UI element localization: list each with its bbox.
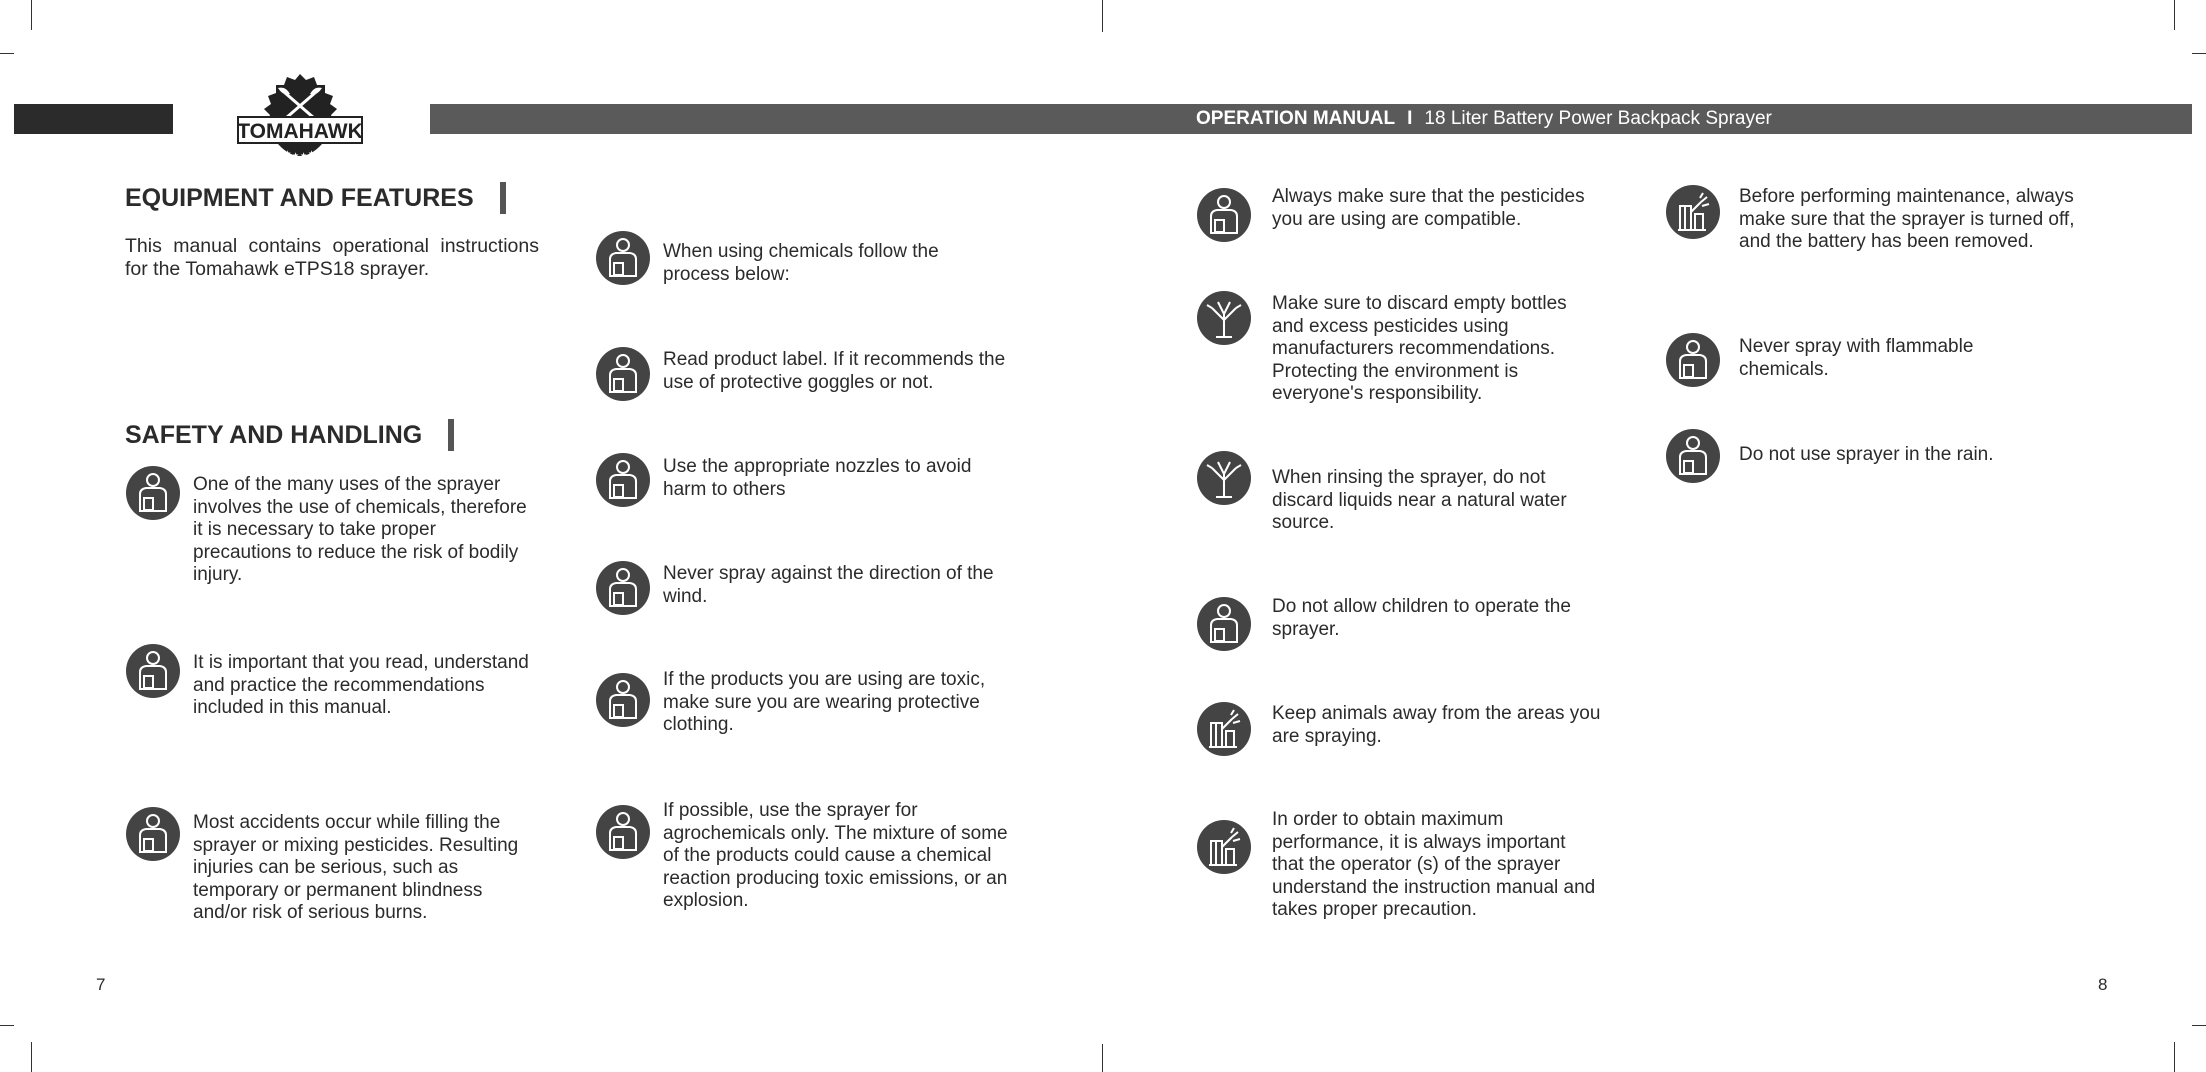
crop-mark: [2192, 1025, 2206, 1026]
person-icon: [595, 230, 651, 286]
heading-safety-text: SAFETY AND HANDLING: [125, 420, 423, 449]
heading-equipment: [125, 182, 506, 214]
sprayer-icon: [1196, 701, 1252, 757]
header-bar-left: [14, 104, 173, 134]
item-text: Do not use sprayer in the rain.: [1739, 444, 1994, 465]
item-text: Before performing maintenance, always make sure that the sprayer is turned off, and the battery has been removed.: [1739, 186, 2075, 252]
item-text: If the products you are using are toxic, make sure you are wearing protective clothing.: [663, 669, 986, 735]
svg-text:★: ★: [300, 151, 308, 160]
page-number-left: 7: [96, 975, 106, 994]
crop-mark: [2174, 1042, 2175, 1072]
crop-mark: [31, 0, 32, 30]
item-text: In order to obtain maximum performance, it is always important that the operator (s) of the sprayer understand the instruction manual and takes proper precaution.: [1272, 809, 1596, 920]
product-name: 18 Liter Battery Power Backpack Sprayer: [1424, 108, 1772, 129]
crop-mark: [1102, 1044, 1103, 1072]
item-text: Keep animals away from the areas you are spraying.: [1272, 703, 1601, 747]
intro-paragraph: This manual contains operational instructions for the Tomahawk eTPS18 sprayer.: [125, 235, 539, 280]
brand-logo: [234, 72, 366, 172]
item-text: Do not allow children to operate the sprayer.: [1272, 596, 1571, 640]
person-icon: [125, 643, 181, 699]
person-icon: [125, 465, 181, 521]
item-text: Always make sure that the pesticides you are using are compatible.: [1272, 186, 1585, 230]
person-icon: [1196, 187, 1252, 243]
crop-mark: [0, 53, 14, 54]
heading-rule: [500, 182, 506, 214]
logo-text: TOMAHAWK: [237, 120, 363, 143]
page-number-right: 8: [2098, 975, 2108, 994]
heading-rule: [448, 419, 454, 451]
item-text: Never spray with flammable chemicals.: [1739, 336, 1974, 380]
person-icon: [595, 804, 651, 860]
person-icon: [1665, 332, 1721, 388]
person-icon: [125, 806, 181, 862]
person-icon: [1196, 596, 1252, 652]
svg-text:★: ★: [292, 151, 300, 160]
header-title: [1196, 104, 1772, 134]
crop-mark: [1102, 0, 1103, 32]
item-text: Never spray against the direction of the wind.: [663, 563, 994, 607]
svg-text:★: ★: [284, 149, 292, 158]
header-separator: I: [1407, 108, 1413, 129]
person-icon: [1665, 428, 1721, 484]
crop-mark: [2174, 0, 2175, 30]
manual-label: OPERATION MANUAL: [1196, 108, 1396, 129]
item-text: Use the appropriate nozzles to avoid harm to others: [663, 456, 972, 500]
item-text: It is important that you read, understand and practice the recommendations included in this manual.: [193, 652, 529, 718]
person-icon: [595, 672, 651, 728]
svg-text:★: ★: [308, 149, 316, 158]
item-text: Read product label. If it recommends the use of protective goggles or not.: [663, 349, 1006, 393]
heading-equipment-text: EQUIPMENT AND FEATURES: [125, 183, 474, 212]
crop-mark: [2192, 53, 2206, 54]
person-icon: [595, 452, 651, 508]
crop-mark: [31, 1042, 32, 1072]
crop-mark: [0, 1025, 14, 1026]
sprayer-icon: [1665, 184, 1721, 240]
sprayer-icon: [1196, 819, 1252, 875]
item-text: If possible, use the sprayer for agrochemicals only. The mixture of some of the products could cause a chemical reaction producing toxic emissions, or an explosion.: [663, 800, 1008, 911]
heading-safety: [125, 419, 454, 451]
item-text: Make sure to discard empty bottles and excess pesticides using manufacturers recommendations. Protecting the environment is everyone's responsibility.: [1272, 293, 1567, 404]
tree-icon: [1196, 290, 1252, 346]
item-text: One of the many uses of the sprayer involves the use of chemicals, therefore it is necessary to take proper precautions to reduce the risk of bodily injury.: [193, 474, 527, 585]
tree-icon: [1196, 450, 1252, 506]
person-icon: [595, 346, 651, 402]
person-icon: [595, 560, 651, 616]
item-text: Most accidents occur while filling the sprayer or mixing pesticides. Resulting injuries can be serious, such as temporary or permanent blindness and/or risk of serious burns.: [193, 812, 519, 923]
logo-badge-icon: [234, 72, 366, 172]
item-text: When rinsing the sprayer, do not discard liquids near a natural water source.: [1272, 467, 1567, 533]
item-text: When using chemicals follow the process below:: [663, 241, 939, 285]
